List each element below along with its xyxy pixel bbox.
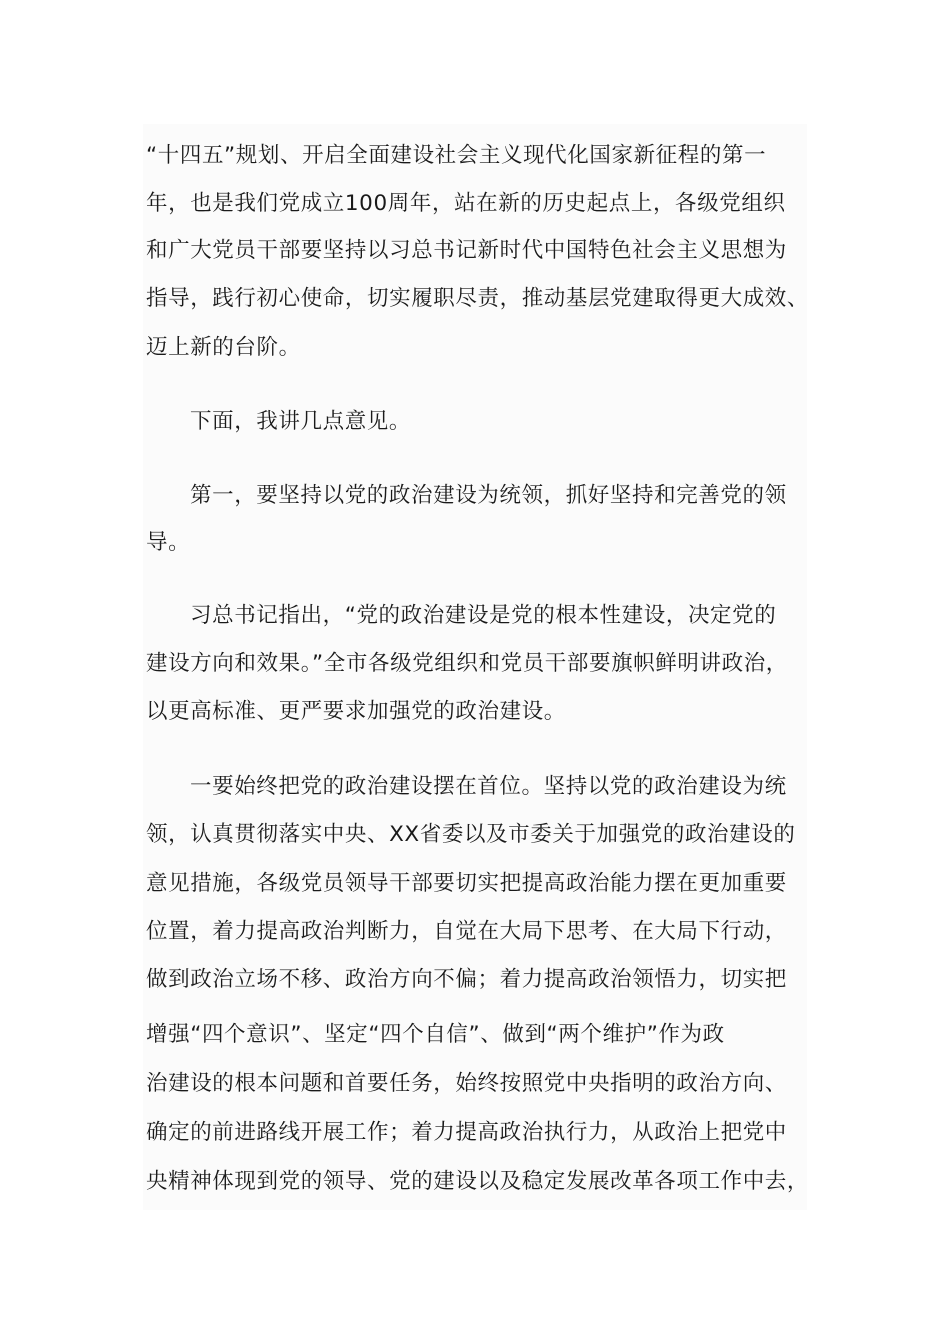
paragraph-5-line-6: 增强“四个意识”、坚定“四个自信”、做到“两个维护”作为政 [146, 1022, 725, 1047]
paragraph-4-line-3: 以更高标准、更严要求加强党的政治建设。 [146, 699, 566, 724]
paragraph-5-line-3: 意见措施，各级党员领导干部要切实把提高政治能力摆在更加重要 [146, 871, 787, 896]
paragraph-1-line-2: 年，也是我们党成立100周年，站在新的历史起点上，各级党组织 [146, 191, 786, 216]
paragraph-5-line-9: 央精神体现到党的领导、党的建设以及稳定发展改革各项工作中去， [146, 1169, 810, 1194]
paragraph-3-line-1: 第一，要坚持以党的政治建设为统领，抓好坚持和完善党的领 [190, 483, 787, 508]
paragraph-1-line-5: 迈上新的台阶。 [146, 335, 301, 360]
paragraph-5-line-1: 一要始终把党的政治建设摆在首位。坚持以党的政治建设为统 [190, 774, 787, 799]
paragraph-2-line-1: 下面，我讲几点意见。 [190, 409, 412, 434]
paragraph-4-line-1: 习总书记指出，“党的政治建设是党的根本性建设，决定党的 [190, 603, 777, 628]
paragraph-1-line-4: 指导，践行初心使命，切实履职尽责，推动基层党建取得更大成效、 [146, 286, 810, 311]
paragraph-1-line-1: “十四五”规划、开启全面建设社会主义现代化国家新征程的第一 [146, 143, 767, 168]
paragraph-5-line-8: 确定的前进路线开展工作；着力提高政治执行力，从政治上把党中 [146, 1120, 787, 1145]
paragraph-5-line-7: 治建设的根本问题和首要任务，始终按照党中央指明的政治方向、 [146, 1071, 787, 1096]
paragraph-5-line-2: 领，认真贯彻落实中央、XX省委以及市委关于加强党的政治建设的 [146, 822, 796, 847]
paragraph-5-line-4: 位置，着力提高政治判断力，自觉在大局下思考、在大局下行动， [146, 919, 787, 944]
paragraph-3-line-2: 导。 [146, 530, 191, 555]
paragraph-5-line-5: 做到政治立场不移、政治方向不偏；着力提高政治领悟力，切实把 [146, 967, 787, 992]
paragraph-1-line-3: 和广大党员干部要坚持以习总书记新时代中国特色社会主义思想为 [146, 238, 787, 263]
paragraph-4-line-2: 建设方向和效果。”全市各级党组织和党员干部要旗帜鲜明讲政治， [146, 651, 788, 676]
